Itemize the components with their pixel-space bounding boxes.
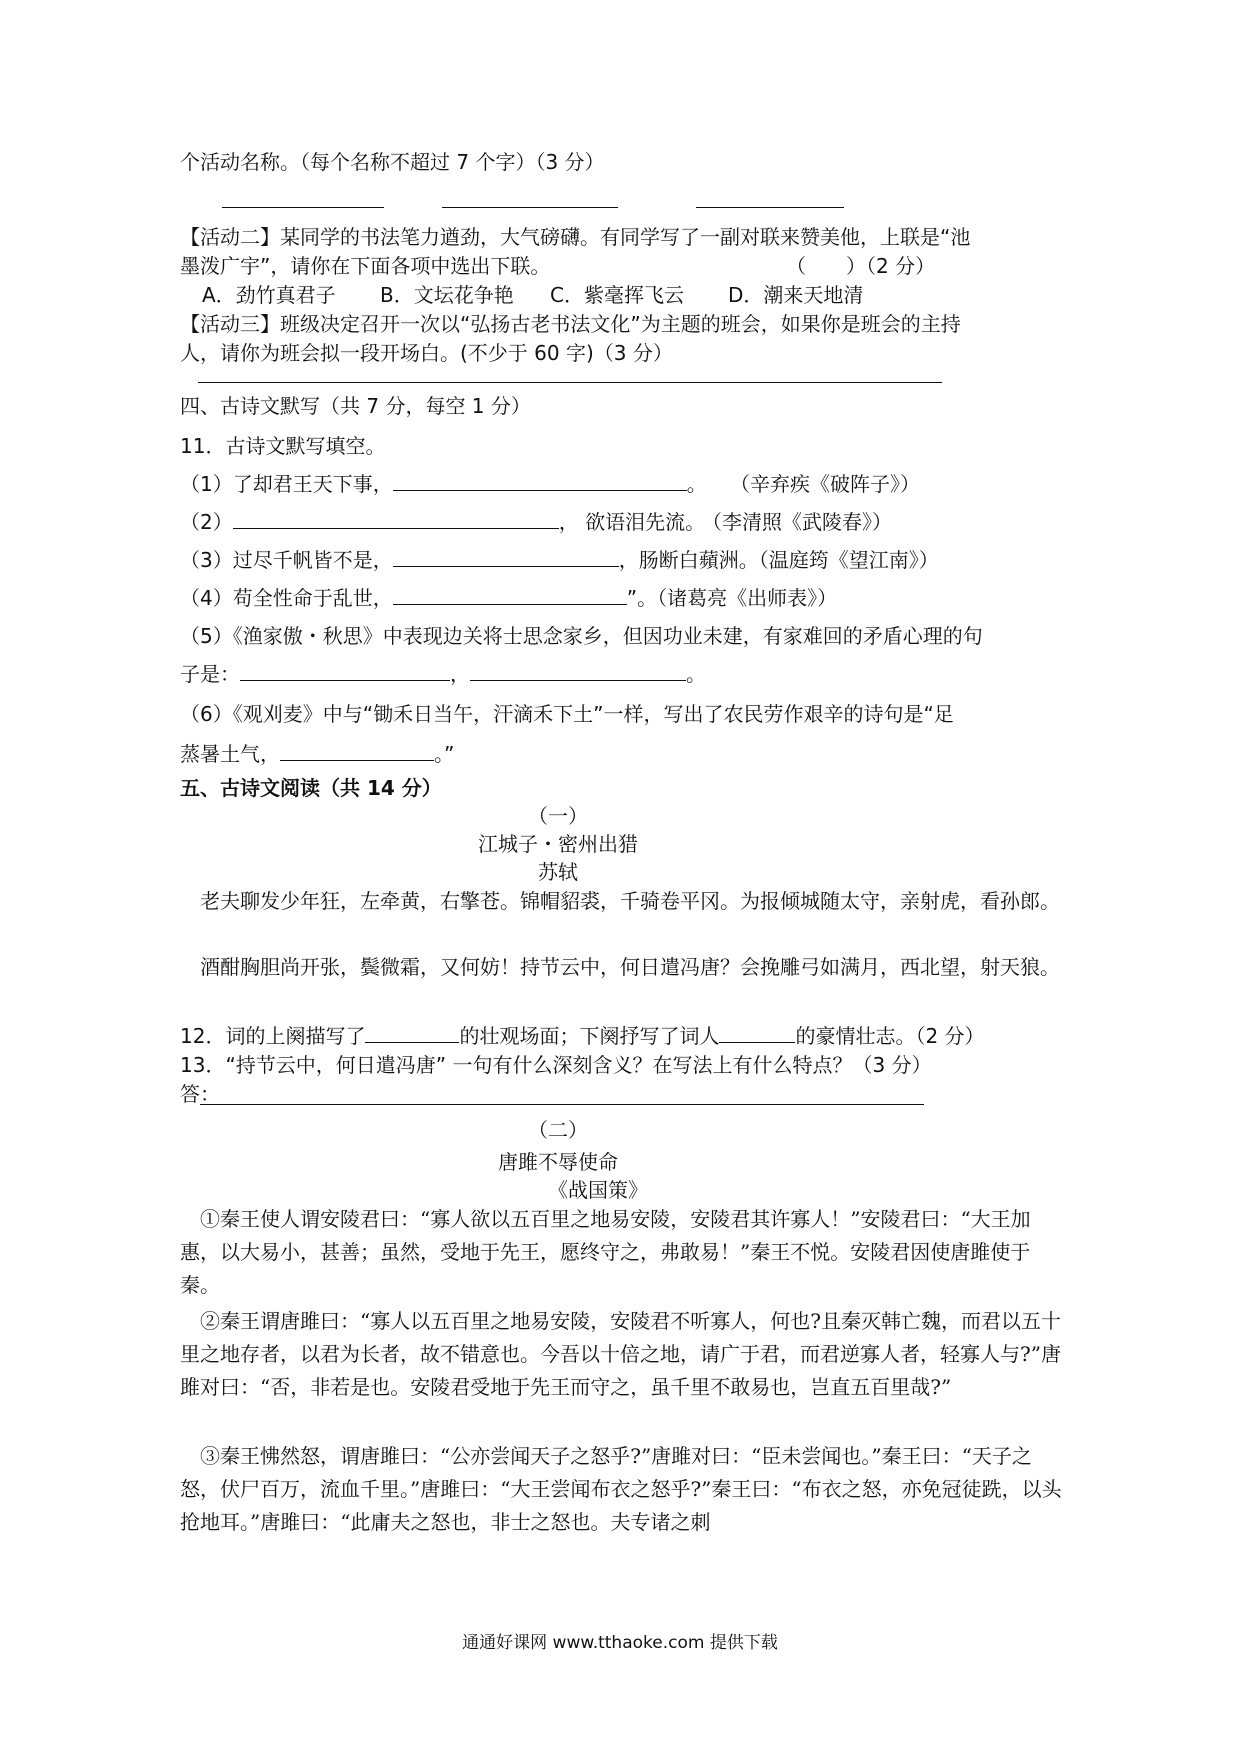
q11-prompt: 11．古诗文默写填空。 <box>180 434 386 458</box>
activity2-line2: 墨泼广宇”，请你在下面各项中选出下联。 <box>180 254 551 278</box>
item-3-text: （3）过尽千帆皆不是， <box>180 548 393 572</box>
item-1 <box>180 470 707 498</box>
part2-label: （二） <box>528 1118 588 1142</box>
q12-text-a: 12．词的上阕描写了 <box>180 1024 366 1048</box>
fill-blank[interactable] <box>393 470 687 491</box>
text-source: 《战国策》 <box>548 1178 648 1202</box>
fill-blank[interactable] <box>233 508 559 529</box>
item-6-line2 <box>180 740 454 768</box>
section4-heading: 四、古诗文默写（共 7 分，每空 1 分） <box>180 394 531 418</box>
poem-author: 苏轼 <box>538 860 578 884</box>
item-5-comma: ， <box>450 662 470 686</box>
fill-blank[interactable] <box>719 1022 795 1043</box>
item-1-text: （1）了却君王天下事， <box>180 472 393 496</box>
option-d[interactable]: D．潮来天地清 <box>728 283 864 307</box>
activity2-line1: 【活动二】某同学的书法笔力遒劲，大气磅礴。有同学写了一副对联来赞美他，上联是“池 <box>180 225 971 249</box>
answer-line[interactable] <box>222 207 384 208</box>
item-1-source: （辛弃疾《破阵子》） <box>730 472 920 496</box>
text-para-1: ①秦王使人谓安陵君曰：“寡人欲以五百里之地易安陵，安陵君其许寡人！”安陵君曰：“大王加惠，以大易小，甚善；虽然，受地于先王，愿终守之，弗敢易！”秦王不悦。安陵君因使唐雎使于秦。 <box>180 1207 1031 1297</box>
answer-line[interactable] <box>696 207 844 208</box>
item-3-end: ，肠断白蘋洲。（温庭筠《望江南》） <box>618 548 939 572</box>
fill-blank[interactable] <box>280 740 434 761</box>
footer: 通通好课网 www.tthaoke.com 提供下载 <box>462 1633 778 1653</box>
item-6-end: 。” <box>434 742 455 766</box>
fill-blank[interactable] <box>393 546 619 567</box>
poem-title: 江城子・密州出猎 <box>478 832 638 856</box>
fill-blank[interactable] <box>470 660 686 681</box>
activity3-line2: 人，请你为班会拟一段开场白。(不少于 60 字)（3 分） <box>180 341 673 365</box>
text-para-2: ②秦王谓唐雎曰：“寡人以五百里之地易安陵，安陵君不听寡人，何也?且秦灭韩亡魏，而君以五十里之地存者，以君为长者，故不错意也。今吾以十倍之地，请广于君，而君逆寡人者，轻寡人与?”唐雎对曰：“否，非若是也。安陵君受地于先王而守之，虽千里不敢易也，岂直五百里哉?” <box>180 1309 1061 1399</box>
activity3-line1: 【活动三】班级决定召开一次以“弘扬古老书法文化”为主题的班会，如果你是班会的主持 <box>180 312 961 336</box>
text-title: 唐雎不辱使命 <box>498 1150 618 1174</box>
q13-answer-label: 答： <box>180 1082 220 1106</box>
activity2-score: （ ）（2 分） <box>786 254 936 278</box>
poem-para-2: 酒酣胸胆尚开张，鬓微霜，又何妨！持节云中，何日遣冯唐？会挽雕弓如满月，西北望，射天狼。 <box>200 955 1060 979</box>
option-b[interactable]: B．文坛花争艳 <box>380 283 514 307</box>
item-3 <box>180 546 939 574</box>
item-5-line1: （5）《渔家傲・秋思》中表现边关将士思念家乡，但因功业未建，有家难回的矛盾心理的句 <box>180 624 983 648</box>
q13: 13．“持节云中，何日遣冯唐” 一句有什么深刻含义？在写法上有什么特点？（3 分） <box>180 1053 932 1077</box>
item-6-text: 蒸暑土气， <box>180 742 280 766</box>
answer-line[interactable] <box>442 207 618 208</box>
item-2 <box>180 508 705 536</box>
answer-line[interactable] <box>200 1104 924 1105</box>
item-1-end: 。 <box>686 472 707 496</box>
item-2-end: ， 欲语泪先流。 <box>558 510 706 534</box>
item-4 <box>180 584 837 612</box>
fill-blank[interactable] <box>240 660 450 681</box>
activity1-tail: 个活动名称。（每个名称不超过 7 个字）（3 分） <box>180 150 605 174</box>
text-para-3: ③秦王怫然怒，谓唐雎曰：“公亦尝闻天子之怒乎?”唐雎对曰：“臣未尝闻也。”秦王曰：“天子之怒，伏尸百万，流血千里。”唐雎曰：“大王尝闻布衣之怒乎?”秦王曰：“布衣之怒，亦免冠徒跣，以头抢地耳。”唐雎曰：“此庸夫之怒也，非士之怒也。夫专诸之刺 <box>180 1444 1062 1534</box>
item-2-source: （李清照《武陵春》） <box>702 510 892 534</box>
item-5-text: 子是： <box>180 662 240 686</box>
item-4-text: （4）苟全性命于乱世， <box>180 586 393 610</box>
item-5-line2 <box>180 660 706 688</box>
item-5-end: 。 <box>686 662 706 686</box>
q12-text-c: 的豪情壮志。（2 分） <box>795 1024 985 1048</box>
fill-blank[interactable] <box>393 584 627 605</box>
item-6-line1: （6）《观刈麦》中与“锄禾日当午，汗滴禾下土”一样，写出了农民劳作艰辛的诗句是“足 <box>180 702 954 726</box>
option-a[interactable]: A．劲竹真君子 <box>202 283 336 307</box>
item-2-text: （2） <box>180 510 233 534</box>
item-4-end: ”。（诸葛亮《出师表》） <box>626 586 838 610</box>
section5-heading: 五、古诗文阅读（共 14 分） <box>180 776 442 800</box>
poem-para-1: 老夫聊发少年狂，左牵黄，右擎苍。锦帽貂裘，千骑卷平冈。为报倾城随太守，亲射虎，看孙郎。 <box>200 889 1060 913</box>
q12 <box>180 1022 985 1050</box>
q12-text-b: 的壮观场面；下阕抒写了词人 <box>459 1024 720 1048</box>
part1-label: （一） <box>528 804 588 828</box>
option-c[interactable]: C．紫毫挥飞云 <box>550 283 684 307</box>
fill-blank[interactable] <box>365 1022 459 1043</box>
answer-line[interactable] <box>198 382 942 383</box>
